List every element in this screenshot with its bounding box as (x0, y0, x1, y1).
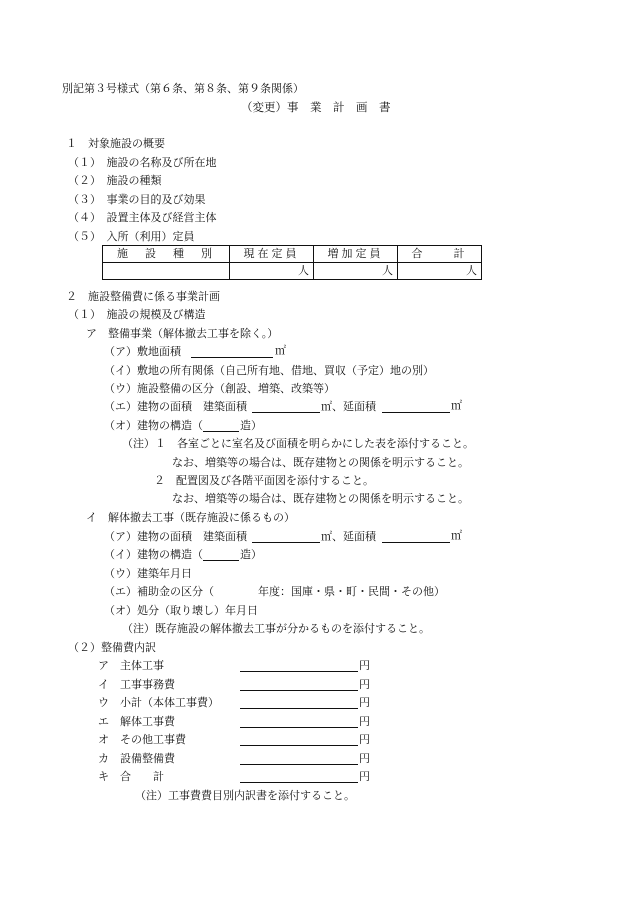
cost-unit: 円 (359, 770, 370, 783)
cost-label: ア 主体工事 (98, 659, 164, 672)
table-header-cell: 施 設 種 別 (103, 246, 230, 263)
category-label: （ウ）施設整備の区分（創設、増築、改築等） (104, 382, 335, 395)
subsidy-label: （エ）補助金の区分（ 年度：国庫・県・町・民間・その他） (104, 585, 445, 598)
sqm-unit: ㎡ (451, 529, 462, 542)
cost-blank (240, 764, 358, 765)
site-area-blank (191, 357, 273, 358)
cost-label: ウ 小計（本体工事費） (98, 696, 219, 709)
building-area-blank (252, 412, 320, 413)
building-area-label: （エ）建物の面積 建築面積 (104, 400, 247, 413)
section1-item: （５） 入所（利用）定員 (68, 230, 195, 243)
section1-heading: １ 対象施設の概要 (66, 137, 165, 150)
cost-label: オ その他工事費 (98, 733, 186, 746)
table-cell-unit: 人 (398, 263, 482, 280)
cost-unit: 円 (359, 715, 370, 728)
cost-blank (240, 671, 358, 672)
demolition-note: （注）既存施設の解体撤去工事が分かるものを添付すること。 (122, 622, 430, 635)
section1-item: （２） 施設の種類 (68, 174, 162, 187)
section2-heading: ２ 施設整備費に係る事業計画 (66, 290, 220, 303)
sqm-unit: ㎡ (451, 399, 462, 412)
cost-unit: 円 (359, 659, 370, 672)
cost-blank (240, 727, 358, 728)
demolition-floor-area-label: ㎡、延面積 (321, 530, 376, 543)
structure-end: 造） (240, 419, 262, 432)
section2-sub1: （１） 施設の規模及び構造 (68, 308, 206, 321)
cost-unit: 円 (359, 733, 370, 746)
table-row (103, 263, 482, 280)
section1-item: （４） 設置主体及び経営主体 (68, 211, 217, 224)
demolition-area-label: （ア）建物の面積 建築面積 (104, 530, 247, 543)
cost-blank (240, 745, 358, 746)
subsection-b-heading: イ 解体撤去工事（既存施設に係るもの） (86, 511, 295, 524)
table-cell-unit: 人 (230, 263, 314, 280)
section2-sub2: （２）整備費内訳 (68, 641, 156, 654)
floor-area-blank (382, 412, 450, 413)
cost-blank (240, 690, 358, 691)
cost-blank (240, 708, 358, 709)
cost-blank (240, 782, 358, 783)
table-header-cell: 現在定員 (230, 246, 314, 263)
site-area-label: （ア）敷地面積 (104, 345, 181, 358)
cost-label: エ 解体工事費 (98, 715, 175, 728)
ownership-label: （イ）敷地の所有関係（自己所有地、借地、買収（予定）地の別） (104, 364, 434, 377)
cost-unit: 円 (359, 696, 370, 709)
demolition-structure-end: 造） (240, 548, 262, 561)
cost-note: （注）工事費費目別内訳書を添付すること。 (135, 789, 355, 802)
document-title: （変更）事 業 計 画 書 (241, 100, 391, 114)
demolition-area-blank (252, 542, 320, 543)
table-cell (103, 263, 230, 280)
disposal-label: （オ）処分（取り壊し）年月日 (104, 604, 258, 617)
table-header-cell: 増加定員 (314, 246, 398, 263)
section1-item: （３） 事業の目的及び効果 (68, 193, 206, 206)
cost-unit: 円 (359, 752, 370, 765)
cost-label: キ 合 計 (98, 770, 164, 783)
note-1b: なお、増築等の場合は、既存建物との関係を明示すること。 (172, 456, 469, 469)
form-label: 別記第３号様式（第６条、第８条、第９条関係） (62, 82, 304, 95)
cost-unit: 円 (359, 678, 370, 691)
sqm-unit: ㎡ (275, 344, 286, 357)
table-header-cell: 合 計 (398, 246, 482, 263)
table-cell-unit: 人 (314, 263, 398, 280)
built-date-label: （ウ）建築年月日 (104, 567, 192, 580)
cost-label: カ 設備整備費 (98, 752, 175, 765)
table-header-row (103, 246, 482, 263)
demolition-structure-label: （イ）建物の構造（ (104, 548, 203, 561)
note-2b: なお、増築等の場合は、既存建物との関係を明示すること。 (172, 492, 469, 505)
capacity-table (102, 245, 482, 280)
structure-blank (203, 431, 239, 432)
floor-area-label: ㎡、延面積 (321, 400, 376, 413)
section1-item: （１） 施設の名称及び所在地 (68, 156, 217, 169)
demolition-floor-area-blank (382, 542, 450, 543)
note-2: ２ 配置図及び各階平面図を添付すること。 (154, 474, 374, 487)
note-1: （注）１ 各室ごとに室名及び面積を明らかにした表を添付すること。 (122, 437, 474, 450)
cost-label: イ 工事事務費 (98, 678, 175, 691)
demolition-structure-blank (203, 560, 239, 561)
structure-label: （オ）建物の構造（ (104, 419, 203, 432)
subsection-a-heading: ア 整備事業（解体撤去工事を除く。） (86, 327, 279, 340)
